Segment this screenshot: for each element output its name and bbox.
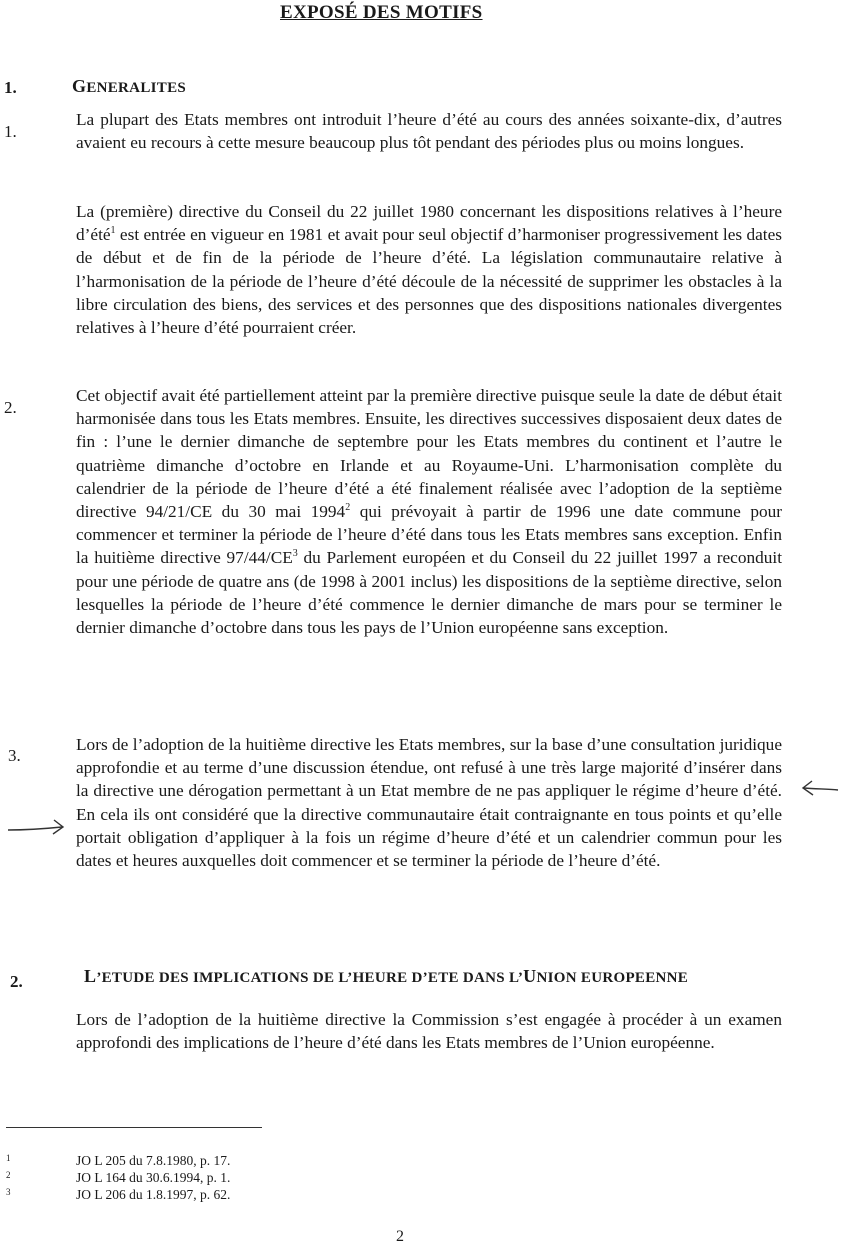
paragraph-1: La plupart des Etats membres ont introduit l’heure d’été au cours des années soixante-dix, d’autres avaient eu recours à cette mesure beaucoup plus tôt pendant des périodes plus ou moins longues. (76, 110, 782, 153)
paragraph-3: Lors de l’adoption de la huitième directive les Etats membres, sur la base d’une consultation juridique approfondie et au terme d’une discussion étendue, ont refusé à une très large majorité d’insérer dans la directive une dérogation permettant à un Etat membre de ne pas appliquer le régime d’heure d’été. En cela ils ont considéré que la directive communautaire était contraignante en tous points et qu’elle portait obligation d’appliquer à la fois un régime d’heure d’été et un calendrier commun pour les dates et heures auxquelles doit commencer et se terminer la période de l’heure d’été. (76, 735, 782, 871)
paragraph-1b: La (première) directive du Conseil du 22 juillet 1980 concernant les dispositions relatives à l’heure d’été$^1$ est entrée en vigueur en 1981 et avait pour seul objectif d’harmoniser progressivement les dates de début et de fin de la période de l’heure d’été. La législation communautaire relative à l’harmonisation de la période de l’heure d’été découle de la nécessité de supprimer les obstacles à la libre circulation des biens, des services et des personnes que des dispositions nationales divergentes relatives à l’heure d’été pourraient créer. (76, 202, 782, 338)
section-2-number: 2. (10, 972, 23, 991)
document-page: EXPOSÉ DES MOTIFS 1. GENERALITES 1. La plupart des Etats membres ont introduit l’heure d’été au cours des années soixante-dix, d’autres avaient eu recours à cette mesure beaucoup plus tôt pendant des périodes plus ou moins longues. La (première) directive du Conseil du 22 juillet 1980 concernant les dispositions relatives à l’heure d’été$^1$ est entrée en vigueur en 1981 et avait pour seul objectif d’harmoniser progressivement les dates de début et de fin de la période de l’heure d’été. La législation communautaire relative à l’harmonisation de la période de l’heure d’été découle de la nécessité de supprimer les obstacles à la libre circulation des biens, des services et des personnes que des dispositions nationales divergentes relatives à l’heure d’été pourraient créer. 2. Cet objectif avait été partiellement atteint par la première directive puisque seule la date de début était harmonisée dans tous les Etats membres. Ensuite, les directives successives disposaient deux dates de fin : l’une le dernier dimanche de septembre pour les Etats membres du continent et l’autre le quatrième dimanche d’octobre en Irlande et au Royaume-Uni. L’harmonisation complète du calendrier de la période de l’heure d’été a été finalement réalisée avec l’adoption de la septième directive 94/21/CE du 30 mai 1994$^2$ qui prévoyait à partir de 1996 une date commune pour commencer et terminer la période de l’heure d’été dans tous les Etats membres sans exception. Enfin la huitième directive $97/44/CE^3$ du Parlement européen et du Conseil du 22 juillet 1997 a reconduit pour une période de quatre ans (de 1998 à 2001 inclus) les dispositions de la septième directive, selon lesquelles la période de l’heure d’été commence le dernier dimanche de mars pour se terminer le dernier dimanche d’octobre dans tous les pays de l’Union européenne sans exception. 3. Lors de l’adoption de la huitième directive les Etats membres, sur la base d’une consultation juridique approfondie et au terme d’une discussion étendue, ont refusé à une très large majorité d’insérer dans la directive une dérogation permettant à un Etat membre de ne pas appliquer le régime d’heure d’été. En cela ils ont considéré que la directive communautaire était contraignante en tous points et qu’elle portait obligation d’appliquer à la fois un régime d’heure d’été et un calendrier commun pour les dates et heures auxquelles doit commencer et se terminer la période de l’heure d’été. 2. L’ETUDE DES IMPLICATIONS DE L’HEURE D’ETE DANS L’UNION EUROPEENNE Lors de l’adoption de la huitième directive la Commission s’est engagée à procéder à un examen approfondi des implications de l’heure d’été dans les Etats membres de l’Union européenne. 1 JO L 205 du 7.8.1980, p. 17. 2 JO L 164 du 30.6.1994, p. 1. 3 JO L 206 du 1.8.1997, p. 62. 2 (0, 0, 842, 1245)
footnote-ref-1: 1 (110, 225, 116, 237)
document-title: EXPOSÉ DES MOTIFS (280, 2, 483, 23)
paragraph-2: Cet objectif avait été partiellement atteint par la première directive puisque seule la date de début était harmonisée dans tous les Etats membres. Ensuite, les directives successives disposaient deux dates de fin : l’une le dernier dimanche de septembre pour les Etats membres du continent et l’autre le quatrième dimanche d’octobre en Irlande et au Royaume-Uni. L’harmonisation complète du calendrier de la période de l’heure d’été a été finalement réalisée avec l’adoption de la septième directive 94/21/CE du 30 mai 1994$^2$ qui prévoyait à partir de 1996 une date commune pour commencer et terminer la période de l’heure d’été dans tous les Etats membres sans exception. Enfin la huitième directive $97/44/CE^3$ du Parlement européen et du Conseil du 22 juillet 1997 a reconduit pour une période de quatre ans (de 1998 à 2001 inclus) les dispositions de la septième directive, selon lesquelles la période de l’heure d’été commence le dernier dimanche de mars pour se terminer le dernier dimanche d’octobre dans tous les pays de l’Union européenne sans exception. (76, 386, 782, 638)
handwritten-arrow-left-icon (798, 778, 842, 800)
footnote-ref-2: 2 (345, 502, 351, 514)
paragraph-4: Lors de l’adoption de la huitième directive la Commission s’est engagée à procéder à un examen approfondi des implications de l’heure d’été dans les Etats membres de l’Union européenne. (76, 1010, 782, 1053)
section-2-heading: L’ETUDE DES IMPLICATIONS DE L’HEURE D’ETE DANS L’UNION EUROPEENNE (84, 966, 689, 986)
footnote-divider (6, 1127, 262, 1128)
page-number: 2 (396, 1228, 404, 1245)
paragraph-3-number: 3. (8, 746, 21, 765)
section-1-heading: GENERALITES (72, 76, 187, 96)
handwritten-arrow-right-icon (6, 816, 68, 840)
footnote-ref-3: 3 (292, 548, 298, 560)
section-1-number: 1. (4, 78, 17, 97)
paragraph-2-number: 2. (4, 398, 17, 417)
paragraph-1-number: 1. (4, 122, 17, 141)
